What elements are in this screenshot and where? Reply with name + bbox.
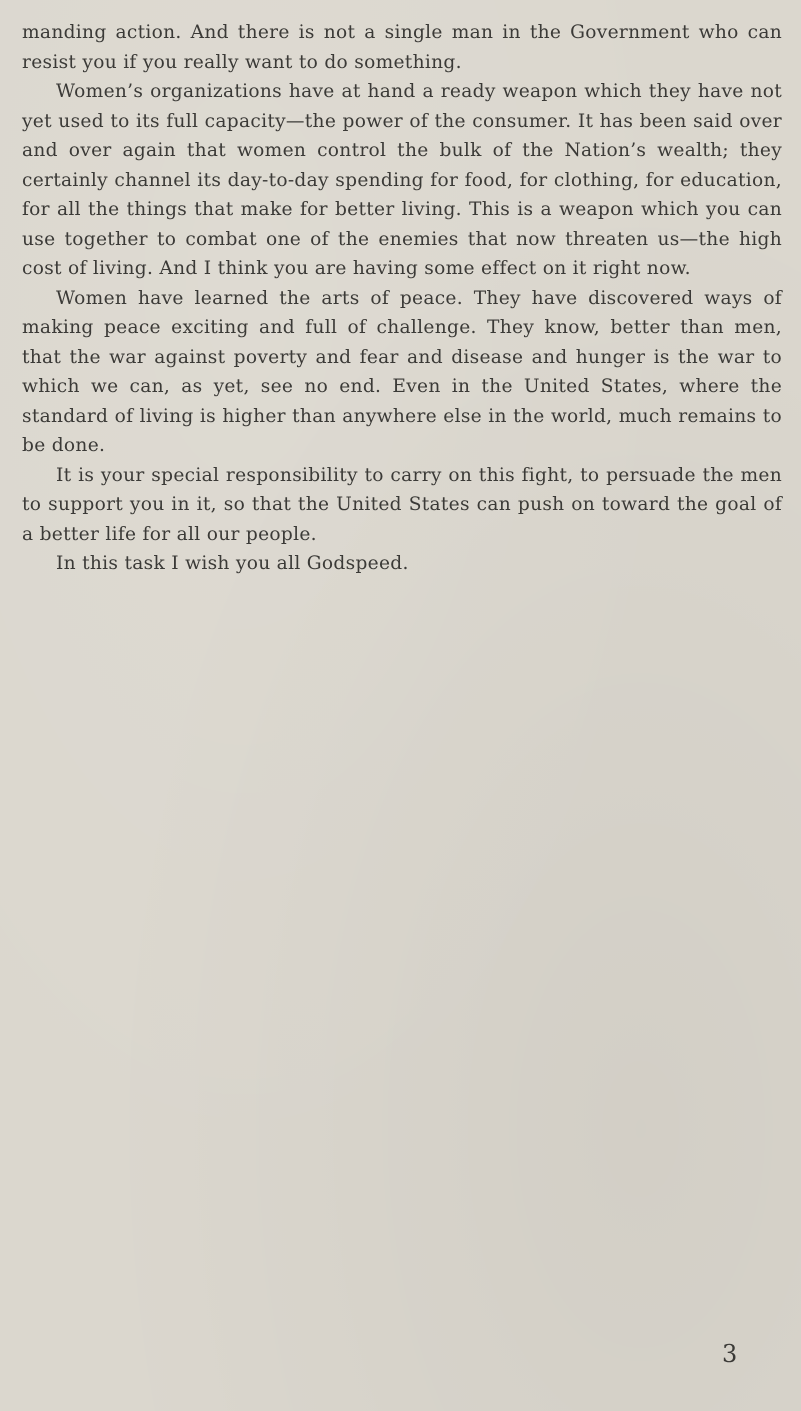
page-number: 3 (722, 1340, 738, 1368)
paragraph-continuation: manding action. And there is not a single man in the Government who can resist you if you really want to do something. (22, 22, 782, 73)
paragraph-responsibility: It is your special responsibility to carry on this fight, to persuade the men to support you in it, so that the United States can push on toward the goal of a better life for all our people. (22, 464, 782, 545)
paragraph-womens-organizations: Women’s organizations have at hand a ready weapon which they have not yet used to its full capacity—the power of the consumer. It has been said over and over again that women control the bulk of the Nation’s wealth; they certainly channel its day-to-day spending for food, for clothing, for education, for all the things that make for better living. This is a weapon which you can use together to combat one of the enemies that now threaten us—the high cost of living. And I think you are having some effect on it right now. (22, 81, 782, 279)
body-text (22, 18, 782, 579)
paragraph-arts-of-peace: Women have learned the arts of peace. They have discovered ways of making peace exciting and full of challenge. They know, better than men, that the war against poverty and fear and disease and hunger is the war to which we can, as yet, see no end. Even in the United States, where the standard of living is higher than anywhere else in the world, much remains to be done. (22, 287, 782, 456)
paragraph-godspeed: In this task I wish you all Godspeed. (56, 553, 409, 574)
